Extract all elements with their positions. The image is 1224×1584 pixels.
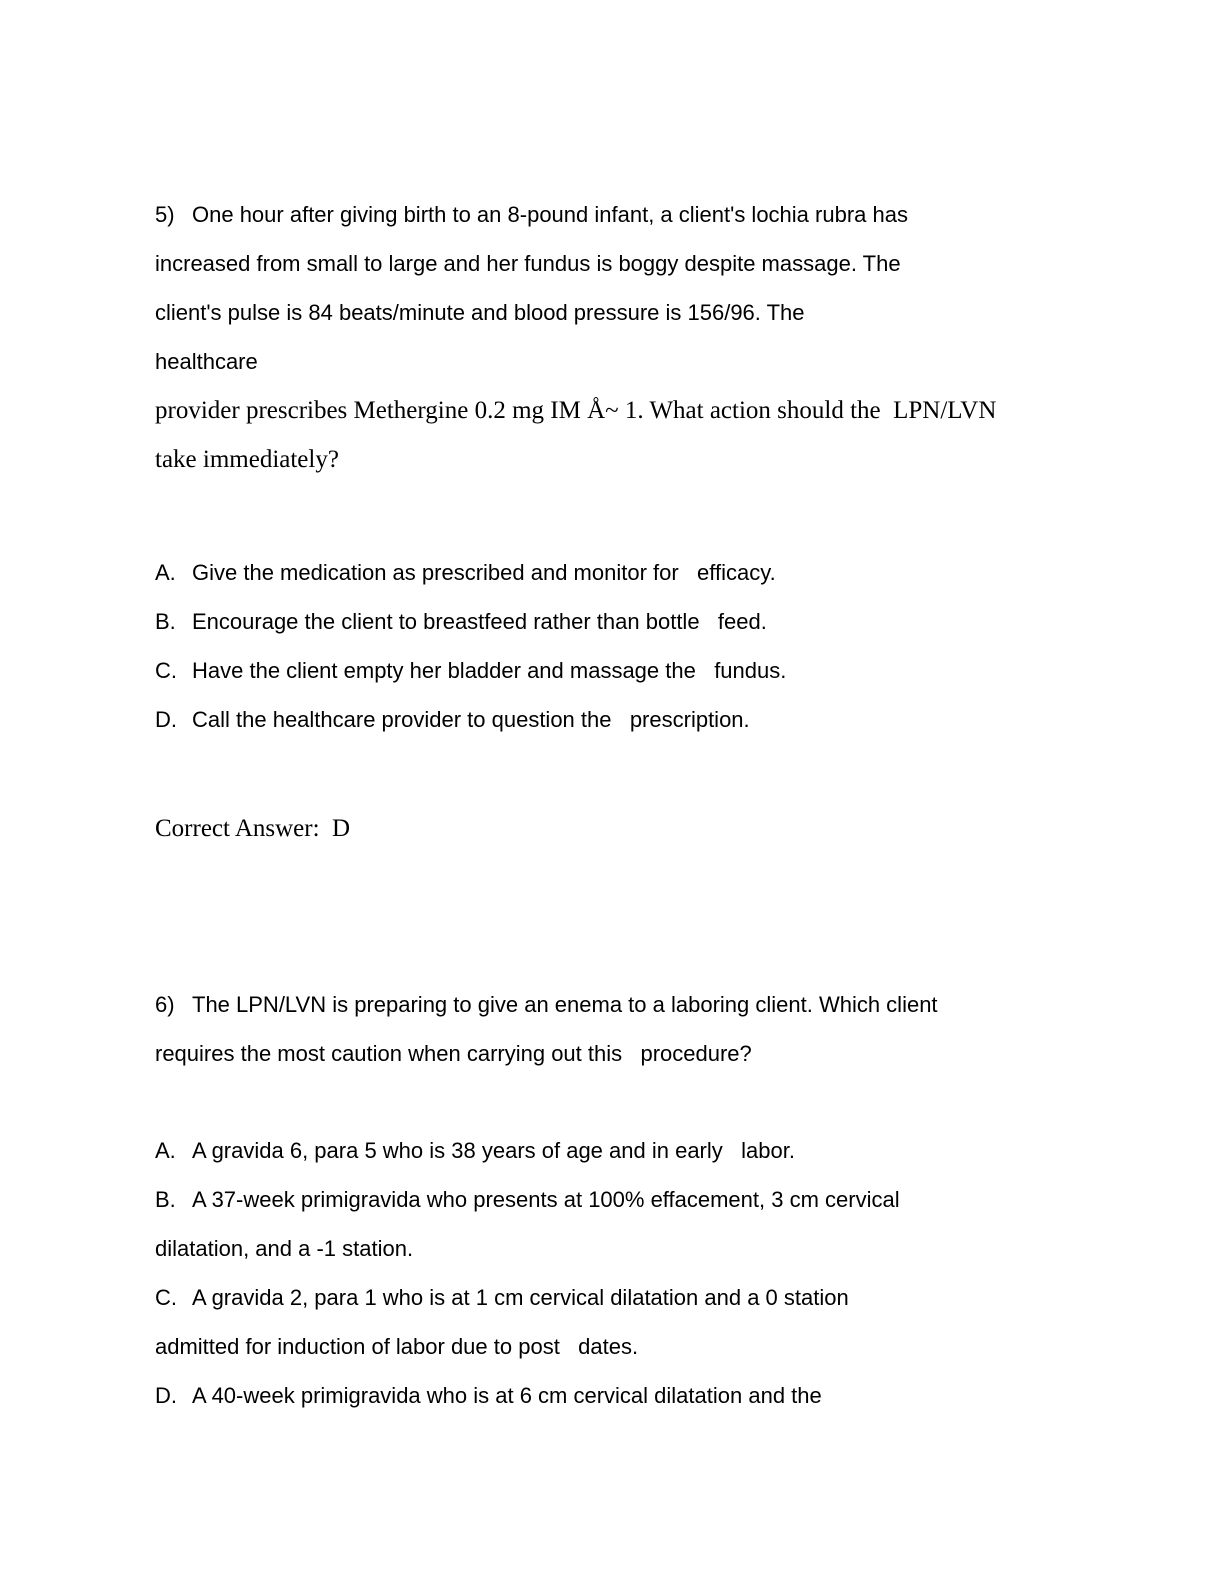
option-text: A gravida 2, para 1 who is at 1 cm cervical dilatation and a 0 station — [192, 1285, 849, 1310]
option-continuation-line: admitted for induction of labor due to post dates. — [155, 1334, 639, 1359]
option-text: Call the healthcare provider to question the prescription. — [192, 707, 750, 732]
question-6-options — [155, 1126, 1165, 1420]
question-line: requires the most caution when carrying out this procedure? — [155, 1041, 752, 1066]
question-text: One hour after giving birth to an 8-pound infant, a client's lochia rubra has — [192, 202, 908, 227]
option-letter: C. — [155, 1285, 177, 1310]
option-row — [155, 1371, 1165, 1420]
option-letter: A. — [155, 1138, 176, 1163]
question-line — [155, 980, 1165, 1029]
option-row — [155, 1175, 1165, 1224]
question-6-body — [155, 980, 1165, 1078]
option-letter: B. — [155, 609, 176, 634]
option-continuation-line: dilatation, and a -1 station. — [155, 1236, 414, 1261]
option-text: A 37-week primigravida who presents at 100% effacement, 3 cm cervical — [192, 1187, 900, 1212]
question-line: take immediately? — [155, 446, 339, 473]
correct-answer: Correct Answer: D — [155, 815, 351, 842]
question-5-body — [155, 190, 1165, 484]
option-row — [155, 1273, 1165, 1322]
option-letter: B. — [155, 1187, 176, 1212]
question-5 — [155, 190, 1165, 853]
option-letter: C. — [155, 658, 177, 683]
question-line: provider prescribes Methergine 0.2 mg IM Å~ 1. What action should the LPN/LVN — [155, 397, 997, 424]
option-letter: A. — [155, 560, 176, 585]
option-text: A 40-week primigravida who is at 6 cm cervical dilatation and the — [192, 1383, 822, 1408]
question-line: increased from small to large and her fundus is boggy despite massage. The — [155, 251, 901, 276]
option-text: Give the medication as prescribed and monitor for efficacy. — [192, 560, 776, 585]
option-letter: D. — [155, 707, 177, 732]
option-row — [155, 646, 1165, 695]
option-row — [155, 548, 1165, 597]
option-row — [155, 1126, 1165, 1175]
question-line: healthcare — [155, 349, 258, 374]
option-text: Encourage the client to breastfeed rather than bottle feed. — [192, 609, 767, 634]
question-line — [155, 190, 1165, 239]
option-row — [155, 597, 1165, 646]
option-text: Have the client empty her bladder and massage the fundus. — [192, 658, 787, 683]
question-6 — [155, 980, 1165, 1420]
question-text: The LPN/LVN is preparing to give an enema to a laboring client. Which client — [192, 992, 938, 1017]
question-5-options — [155, 548, 1165, 744]
option-letter: D. — [155, 1383, 177, 1408]
option-row — [155, 695, 1165, 744]
option-text: A gravida 6, para 5 who is 38 years of age and in early labor. — [192, 1138, 795, 1163]
question-number: 5) — [155, 202, 175, 227]
question-number: 6) — [155, 992, 175, 1017]
page-content — [155, 190, 1165, 1420]
question-line: client's pulse is 84 beats/minute and blood pressure is 156/96. The — [155, 300, 805, 325]
